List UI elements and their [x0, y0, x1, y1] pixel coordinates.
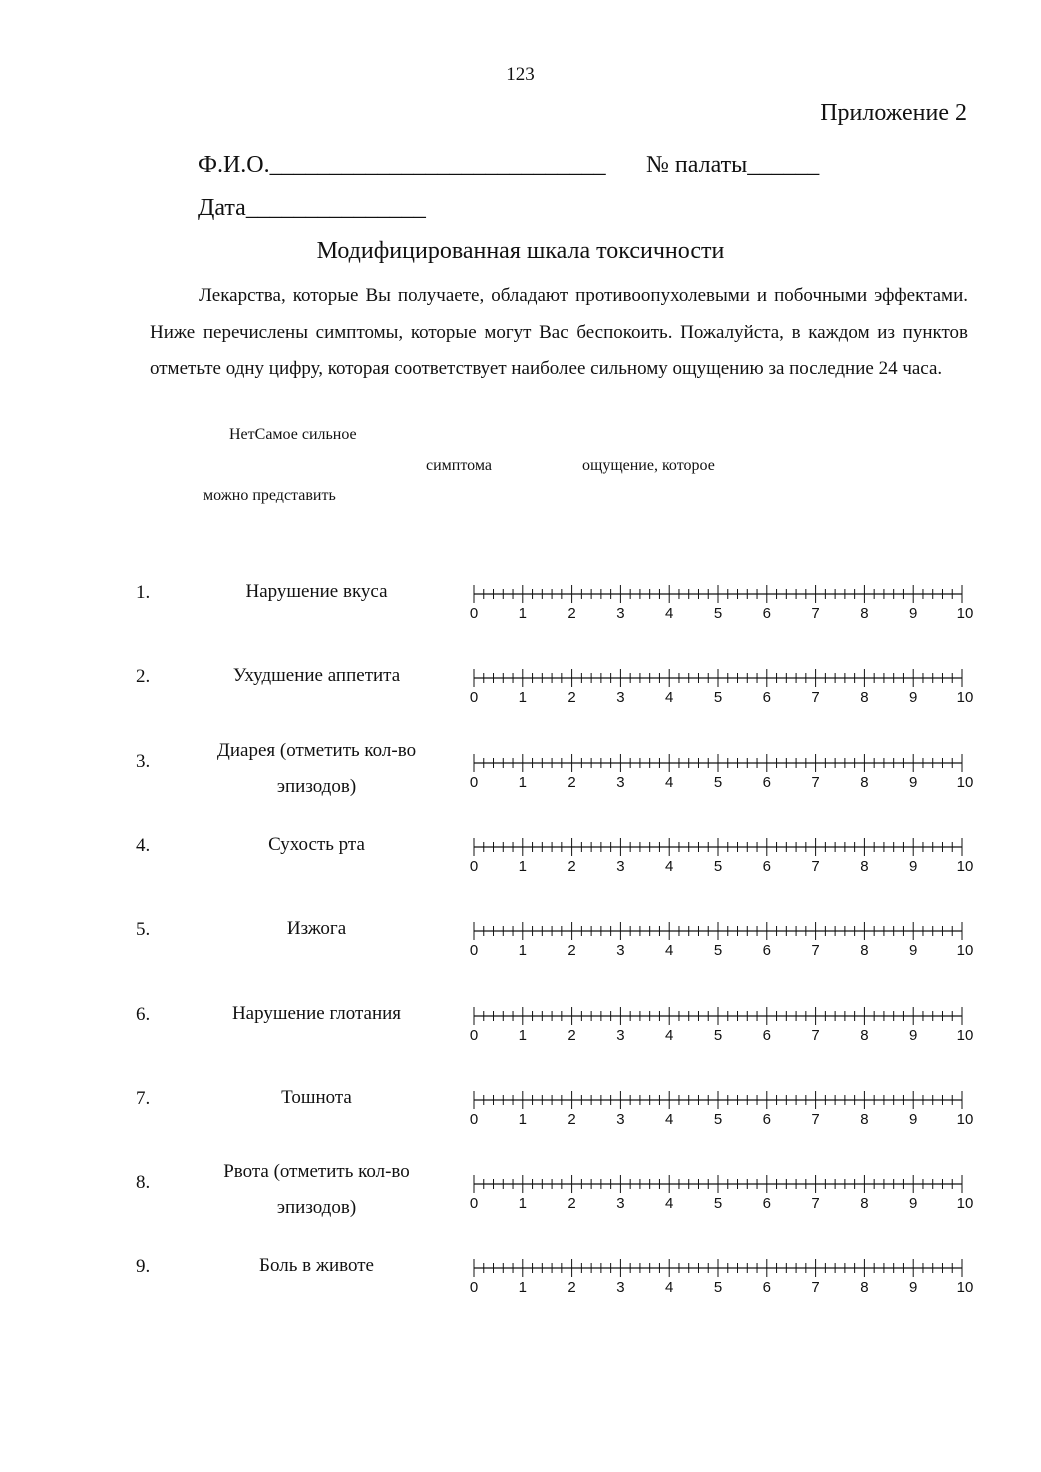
- scale-tick-label[interactable]: 7: [811, 1279, 820, 1297]
- rating-scale[interactable]: [464, 751, 984, 791]
- rating-scale-svg: [464, 1088, 984, 1128]
- scale-tick-label[interactable]: 9: [909, 1026, 918, 1044]
- instructions-text: Лекарства, которые Вы получаете, обладают противоопухолевыми и побочными эффектами. Ниже перечислены симптомы, которые могут Вас беспокоить. Пожалуйста, в каждом из пунктов отметьте одну цифру, которая соответствует наиболее сильному ощущению за последние 24 часа.: [150, 285, 968, 379]
- date-field[interactable]: Дата_______________: [198, 195, 426, 221]
- scale-tick-label[interactable]: 5: [713, 689, 723, 707]
- scale-tick-label[interactable]: 7: [811, 942, 820, 960]
- rating-scale-svg: [464, 1172, 984, 1212]
- scale-tick-label[interactable]: 5: [713, 1279, 723, 1297]
- legend-sensation: ощущение, которое: [582, 457, 715, 474]
- legend-none-strongest: НетСамое сильное: [229, 426, 357, 443]
- scale-tick-label[interactable]: 0: [469, 942, 479, 960]
- scale-tick-label[interactable]: 1: [518, 689, 527, 707]
- rating-scale[interactable]: [464, 1172, 984, 1212]
- scale-tick-label[interactable]: 9: [909, 1195, 918, 1213]
- scale-tick-label[interactable]: 6: [762, 942, 771, 960]
- scale-tick-label[interactable]: 6: [762, 1195, 771, 1213]
- scale-tick-label[interactable]: 9: [909, 605, 918, 622]
- scale-tick-label[interactable]: 9: [909, 1110, 918, 1128]
- rating-scale[interactable]: [464, 666, 984, 706]
- rating-scale[interactable]: [464, 919, 984, 959]
- rating-scale-svg: [464, 919, 984, 959]
- scale-tick-label[interactable]: 10: [956, 1110, 974, 1128]
- scale-tick-label[interactable]: 3: [616, 857, 625, 875]
- item-number: 4.: [136, 834, 151, 856]
- scale-tick-label[interactable]: 3: [616, 773, 625, 791]
- scale-tick-label[interactable]: 2: [567, 773, 576, 791]
- scale-tick-label[interactable]: 1: [518, 857, 527, 875]
- scale-tick-label[interactable]: 10: [956, 1195, 974, 1213]
- scale-tick-label[interactable]: 4: [665, 1026, 674, 1044]
- legend-imaginable: можно представить: [203, 487, 336, 504]
- rating-scale-svg: [464, 666, 984, 706]
- legend-symptom: симптома: [426, 457, 492, 474]
- scale-tick-label[interactable]: 0: [469, 605, 479, 622]
- symptom-label: Нарушение вкуса: [245, 581, 388, 602]
- scale-tick-label[interactable]: 2: [567, 1279, 576, 1297]
- scale-tick-label[interactable]: 6: [762, 1279, 771, 1297]
- scale-tick-label[interactable]: 5: [713, 605, 723, 622]
- scale-tick-label[interactable]: 3: [616, 689, 625, 707]
- scale-tick-label[interactable]: 5: [713, 773, 723, 791]
- symptom-label: Нарушение глотания: [231, 1002, 402, 1024]
- symptom-label: Диарея (отметить кол-во эпизодов): [216, 739, 417, 797]
- scale-tick-label[interactable]: 8: [860, 773, 869, 791]
- scale-tick-label[interactable]: 9: [909, 689, 918, 707]
- scale-tick-label[interactable]: 6: [762, 689, 771, 707]
- item-number: 7.: [136, 1087, 151, 1109]
- scale-tick-label[interactable]: 9: [909, 773, 918, 791]
- scale-tick-label[interactable]: 2: [567, 1026, 576, 1044]
- scale-tick-label[interactable]: 3: [616, 942, 625, 960]
- item-number: 3.: [136, 750, 151, 772]
- scale-tick-label[interactable]: 7: [811, 1195, 820, 1213]
- scale-tick-label[interactable]: 8: [860, 1195, 869, 1213]
- item-number: 6.: [136, 1003, 151, 1025]
- scale-tick-label[interactable]: 7: [811, 857, 820, 875]
- symptom-label: Тошнота: [281, 1086, 352, 1108]
- rating-scale[interactable]: [464, 835, 984, 875]
- scale-tick-label[interactable]: 2: [567, 689, 576, 707]
- scale-tick-label[interactable]: 3: [616, 1110, 625, 1128]
- symptom-label: Ухудшение аппетита: [232, 665, 401, 687]
- page-title: Модифицированная шкала токсичности: [316, 238, 725, 264]
- scale-tick-label[interactable]: 7: [811, 605, 820, 622]
- scale-tick-label[interactable]: 4: [665, 1195, 674, 1213]
- scale-tick-label[interactable]: 9: [909, 1279, 918, 1297]
- scale-tick-label[interactable]: 8: [860, 1279, 869, 1297]
- scale-tick-label[interactable]: 4: [665, 857, 674, 875]
- scale-tick-label[interactable]: 1: [518, 1195, 527, 1213]
- scale-tick-label[interactable]: 10: [956, 773, 974, 791]
- scale-tick-label[interactable]: 3: [616, 1026, 625, 1044]
- rating-scale[interactable]: [464, 1088, 984, 1128]
- scale-tick-label[interactable]: 10: [956, 1279, 974, 1297]
- scale-tick-label[interactable]: 2: [567, 605, 576, 622]
- scale-tick-label[interactable]: 8: [860, 1026, 869, 1044]
- scale-tick-label[interactable]: 9: [909, 857, 918, 875]
- scale-tick-label[interactable]: 10: [956, 857, 974, 875]
- scale-tick-label[interactable]: 7: [811, 773, 820, 791]
- scale-tick-label[interactable]: 0: [469, 1110, 479, 1128]
- rating-scale-svg: [464, 1004, 984, 1044]
- appendix-label: Приложение 2: [820, 100, 967, 126]
- rating-scale[interactable]: [464, 582, 984, 622]
- scale-tick-label[interactable]: 1: [518, 1110, 527, 1128]
- symptom-label: Сухость рта: [268, 833, 365, 855]
- scale-tick-label[interactable]: 4: [665, 942, 674, 960]
- scale-tick-label[interactable]: 5: [713, 1110, 723, 1128]
- item-number: 8.: [136, 1172, 151, 1194]
- scale-tick-label[interactable]: 3: [616, 1195, 625, 1213]
- scale-tick-label[interactable]: 3: [616, 1279, 625, 1297]
- scale-tick-label[interactable]: 3: [616, 605, 625, 622]
- scale-tick-label[interactable]: 8: [860, 1110, 869, 1128]
- symptom-label: Рвота (отметить кол-во эпизодов): [223, 1161, 410, 1219]
- scale-tick-label[interactable]: 2: [567, 1195, 576, 1213]
- scale-tick-label[interactable]: 6: [762, 1026, 771, 1044]
- rating-scale[interactable]: [464, 1256, 984, 1296]
- item-number: 2.: [136, 666, 151, 688]
- rating-scale[interactable]: [464, 1004, 984, 1044]
- scale-tick-label[interactable]: 4: [665, 1279, 674, 1297]
- rating-scale-svg: [464, 1256, 984, 1296]
- instructions-paragraph: [150, 278, 968, 388]
- ward-number-field[interactable]: № палаты______: [646, 152, 820, 178]
- symptom-label: Боль в животе: [259, 1255, 374, 1277]
- scale-tick-label[interactable]: 2: [567, 1110, 576, 1128]
- scale-tick-label[interactable]: 0: [469, 1195, 479, 1213]
- scale-tick-label[interactable]: 7: [811, 1110, 820, 1128]
- rating-scale-svg: [464, 751, 984, 791]
- scale-tick-label[interactable]: 4: [665, 605, 674, 622]
- item-number: 1.: [136, 582, 151, 603]
- scale-tick-label[interactable]: 1: [518, 942, 527, 960]
- scale-tick-label[interactable]: 1: [518, 605, 527, 622]
- scale-tick-label[interactable]: 6: [762, 773, 771, 791]
- scale-tick-label[interactable]: 1: [518, 1026, 527, 1044]
- scale-tick-label[interactable]: 0: [469, 773, 479, 791]
- item-number: 9.: [136, 1256, 151, 1278]
- scale-tick-label[interactable]: 2: [567, 942, 576, 960]
- symptom-label: Изжога: [286, 918, 347, 940]
- scale-tick-label[interactable]: 8: [860, 857, 869, 875]
- scale-tick-label[interactable]: 0: [469, 1279, 479, 1297]
- scale-tick-label[interactable]: 4: [665, 773, 674, 791]
- item-number: 5.: [136, 919, 151, 941]
- scale-tick-label[interactable]: 0: [469, 689, 479, 707]
- scale-tick-label[interactable]: 9: [909, 942, 918, 960]
- scale-tick-label[interactable]: 2: [567, 857, 576, 875]
- rating-scale-svg: [464, 835, 984, 875]
- scale-tick-label[interactable]: 10: [956, 942, 974, 960]
- scale-tick-label[interactable]: 10: [956, 689, 974, 707]
- scale-tick-label[interactable]: 8: [860, 942, 869, 960]
- scale-tick-label[interactable]: 1: [518, 1279, 527, 1297]
- scale-tick-label[interactable]: 6: [762, 605, 771, 622]
- scale-tick-label[interactable]: 5: [713, 1026, 723, 1044]
- scale-tick-label[interactable]: 8: [860, 689, 869, 707]
- scale-tick-label[interactable]: 4: [665, 689, 674, 707]
- scale-tick-label[interactable]: 10: [956, 605, 974, 622]
- scale-tick-label[interactable]: 7: [811, 1026, 820, 1044]
- scale-tick-label[interactable]: 8: [860, 605, 869, 622]
- scale-tick-label[interactable]: 7: [811, 689, 820, 707]
- scale-tick-label[interactable]: 6: [762, 1110, 771, 1128]
- scale-tick-label[interactable]: 5: [713, 857, 723, 875]
- scale-tick-label[interactable]: 5: [713, 942, 723, 960]
- scale-tick-label[interactable]: 0: [469, 1026, 479, 1044]
- scale-tick-label[interactable]: 6: [762, 857, 771, 875]
- name-field[interactable]: Ф.И.О.____________________________: [198, 152, 606, 178]
- scale-tick-label[interactable]: 0: [469, 857, 479, 875]
- scale-tick-label[interactable]: 4: [665, 1110, 674, 1128]
- scale-tick-label[interactable]: 10: [956, 1026, 974, 1044]
- page-number: 123: [506, 64, 535, 85]
- scale-tick-label[interactable]: 5: [713, 1195, 723, 1213]
- rating-scale-svg: [464, 582, 984, 622]
- scale-tick-label[interactable]: 1: [518, 773, 527, 791]
